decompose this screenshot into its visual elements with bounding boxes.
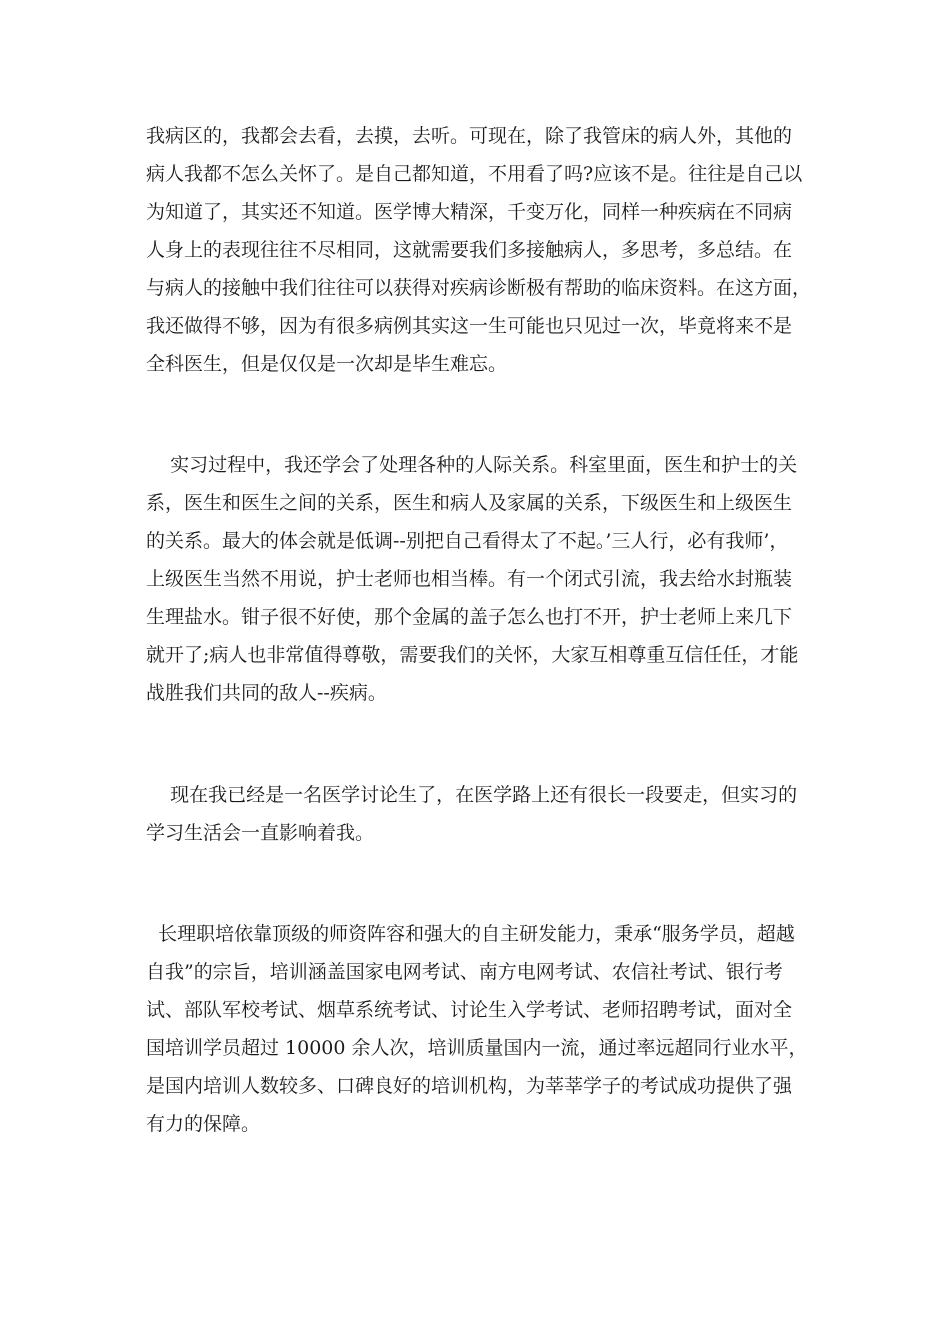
- text-line: 实习过程中，我还学会了处理各种的人际关系。科室里面，医生和护士的关: [146, 454, 798, 476]
- paragraph-current-status: [146, 776, 816, 852]
- text-line: 人身上的表现往往不尽相同，这就需要我们多接触病人，多思考，多总结。在: [146, 239, 793, 261]
- text-line: 的关系。最大的体会就是低调--别把自己看得太了不起。’三人行，必有我师’，: [146, 530, 789, 552]
- text-line: 病人我都不怎么关怀了。是自己都知道，不用看了吗?应该不是。往往是自己以: [146, 163, 803, 185]
- text-line: 战胜我们共同的敌人--疾病。: [146, 682, 387, 704]
- text-line: 生理盐水。钳子很不好使，那个金属的盖子怎么也打不开，护士老师上来几下: [146, 606, 793, 628]
- text-line: 现在我已经是一名医学讨论生了，在医学路上还有很长一段要走，但实习的: [146, 784, 798, 806]
- text-line: 就开了;病人也非常值得尊敬，需要我们的关怀，大家互相尊重互信任任，才能: [146, 644, 799, 666]
- text-line: 上级医生当然不用说，护士老师也相当棒。有一个闭式引流，我去给水封瓶装: [146, 568, 793, 590]
- text-line: 全科医生，但是仅仅是一次却是毕生难忘。: [146, 353, 508, 375]
- paragraph-interpersonal-relations: [146, 446, 816, 712]
- text-line: 有力的保障。: [146, 1113, 261, 1135]
- text-line: 为知道了，其实还不知道。医学博大精深，千变万化，同样一种疾病在不同病: [146, 201, 793, 223]
- text-line: 与病人的接触中我们往往可以获得对疾病诊断极有帮助的临床资料。在这方面，: [146, 277, 812, 299]
- text-line: 自我”的宗旨，培训涵盖国家电网考试、南方电网考试、农信社考试、银行考: [146, 961, 783, 983]
- text-line: 我病区的，我都会去看，去摸，去听。可现在，除了我管床的病人外，其他的: [146, 125, 793, 147]
- text-line: 试、部队军校考试、烟草系统考试、讨论生入学考试、老师招聘考试，面对全: [146, 999, 793, 1021]
- text-line: 是国内培训人数较多、口碑良好的培训机构，为莘莘学子的考试成功提供了强: [146, 1075, 793, 1097]
- paragraph-clinical-reflection: [146, 117, 816, 383]
- text-line: 系，医生和医生之间的关系，医生和病人及家属的关系，下级医生和上级医生: [146, 492, 793, 514]
- text-line: 长理职培依靠顶级的师资阵容和强大的自主研发能力，秉承“服务学员，超越: [146, 923, 795, 945]
- paragraph-training-ad: [146, 915, 816, 1143]
- text-line: 我还做得不够，因为有很多病例其实这一生可能也只见过一次，毕竟将来不是: [146, 315, 793, 337]
- text-line: 学习生活会一直影响着我。: [146, 822, 375, 844]
- text-line: 国培训学员超过 10000 余人次，培训质量国内一流，通过率远超同行业水平，: [146, 1037, 808, 1059]
